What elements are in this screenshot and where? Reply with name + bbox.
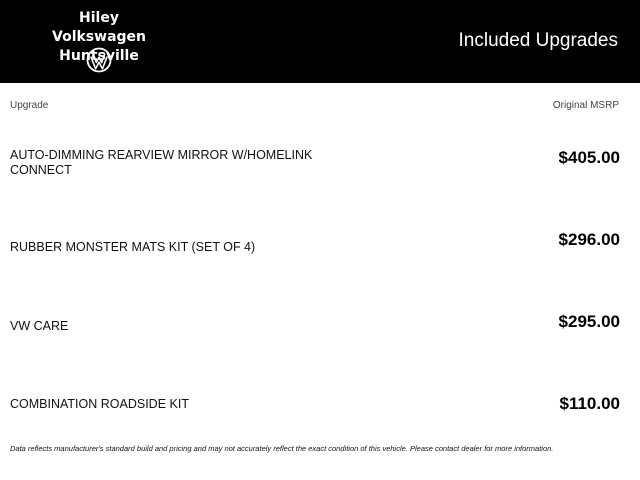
upgrade-name: VW CARE	[10, 319, 69, 333]
upgrade-name: AUTO-DIMMING REARVIEW MIRROR W/HOMELINK CONNECT	[10, 148, 313, 177]
upgrade-price: $296.00	[558, 230, 620, 249]
vw-logo-icon	[86, 47, 112, 73]
upgrade-price: $295.00	[558, 312, 620, 331]
upgrade-price: $110.00	[559, 394, 620, 413]
upgrade-name: RUBBER MONSTER MATS KIT (SET OF 4)	[10, 240, 256, 254]
upgrade-name: COMBINATION ROADSIDE KIT	[10, 397, 189, 411]
dealer-name-line2: Huntsville	[59, 48, 139, 64]
upgrade-price: $405.00	[558, 148, 620, 167]
column-header-msrp: Original MSRP	[552, 100, 619, 111]
dealer-name-line1: Hiley Volkswagen	[52, 10, 146, 45]
header-bar	[0, 0, 640, 83]
column-header-upgrade: Upgrade	[10, 100, 49, 111]
page-title: Included Upgrades	[458, 30, 618, 51]
disclaimer-text: Data reflects manufacturer's standard build and pricing and may not accurately reflect the exact condition of this vehicle. Please contact dealer for more information.	[10, 444, 554, 453]
